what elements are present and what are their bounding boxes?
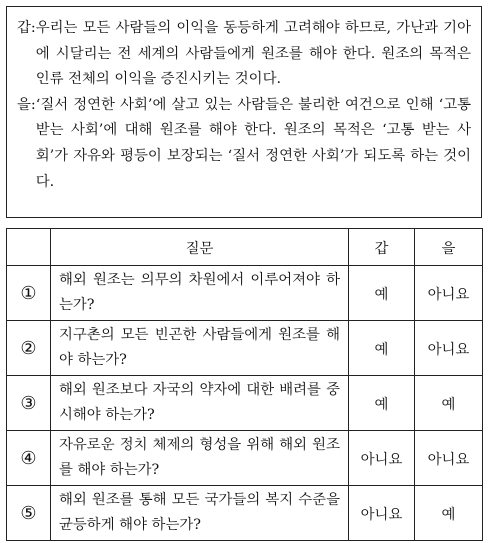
passage-box: [6, 6, 482, 218]
row-answer-gap: 아니요: [349, 486, 415, 541]
header-gap: 갑: [349, 229, 415, 266]
row-answer-eul: 아니요: [415, 321, 483, 376]
table-row: [7, 486, 483, 541]
passage-eul-text: ‘질서 정연한 사회’에 살고 있는 사람들은 불리한 여건으로 인해 ‘고통 받는 사회’에 대해 원조를 해야 한다. 원조의 목적은 ‘고통 받는 사회’가 자유와 평등이 보장되는 ‘질서 정연한 사회’가 되도록 하는 것이다.: [35, 96, 471, 190]
row-number: ③: [7, 376, 51, 431]
row-answer-eul: 예: [415, 376, 483, 431]
row-question: 해외 원조보다 자국의 약자에 대한 배려를 중시해야 하는가?: [51, 376, 349, 431]
row-question: 자유로운 정치 체제의 형성을 위해 해외 원조를 해야 하는가?: [51, 431, 349, 486]
row-answer-gap: 예: [349, 266, 415, 321]
row-question: 해외 원조는 의무의 차원에서 이루어져야 하는가?: [51, 266, 349, 321]
row-answer-eul: 예: [415, 486, 483, 541]
table-row: [7, 431, 483, 486]
row-number: ④: [7, 431, 51, 486]
row-question: 지구촌의 모든 빈곤한 사람들에게 원조를 해야 하는가?: [51, 321, 349, 376]
passage-eul: [17, 93, 471, 195]
row-answer-gap: 아니요: [349, 431, 415, 486]
speaker-gap-label: 갑:: [17, 20, 36, 36]
row-number: ⑤: [7, 486, 51, 541]
speaker-eul-label: 을:: [17, 96, 36, 113]
row-number: ①: [7, 266, 51, 321]
row-number: ②: [7, 321, 51, 376]
passage-gap: [17, 16, 471, 93]
table-header-row: [7, 229, 483, 266]
passage-gap-text: 우리는 모든 사람들의 이익을 동등하게 고려해야 하므로, 가난과 기아에 시달리는 전 세계의 사람들에게 원조를 해야 한다. 원조의 목적은 인류 전체의 이익을 증진시키는 것이다.: [35, 20, 471, 88]
header-number: [7, 229, 51, 266]
header-question: 질문: [51, 229, 349, 266]
row-answer-gap: 예: [349, 376, 415, 431]
row-answer-eul: 아니요: [415, 266, 483, 321]
table-row: [7, 266, 483, 321]
table-row: [7, 321, 483, 376]
row-answer-eul: 아니요: [415, 431, 483, 486]
row-question: 해외 원조를 통해 모든 국가들의 복지 수준을 균등하게 해야 하는가?: [51, 486, 349, 541]
row-answer-gap: 예: [349, 321, 415, 376]
question-table: [6, 228, 483, 541]
table-row: [7, 376, 483, 431]
header-eul: 을: [415, 229, 483, 266]
